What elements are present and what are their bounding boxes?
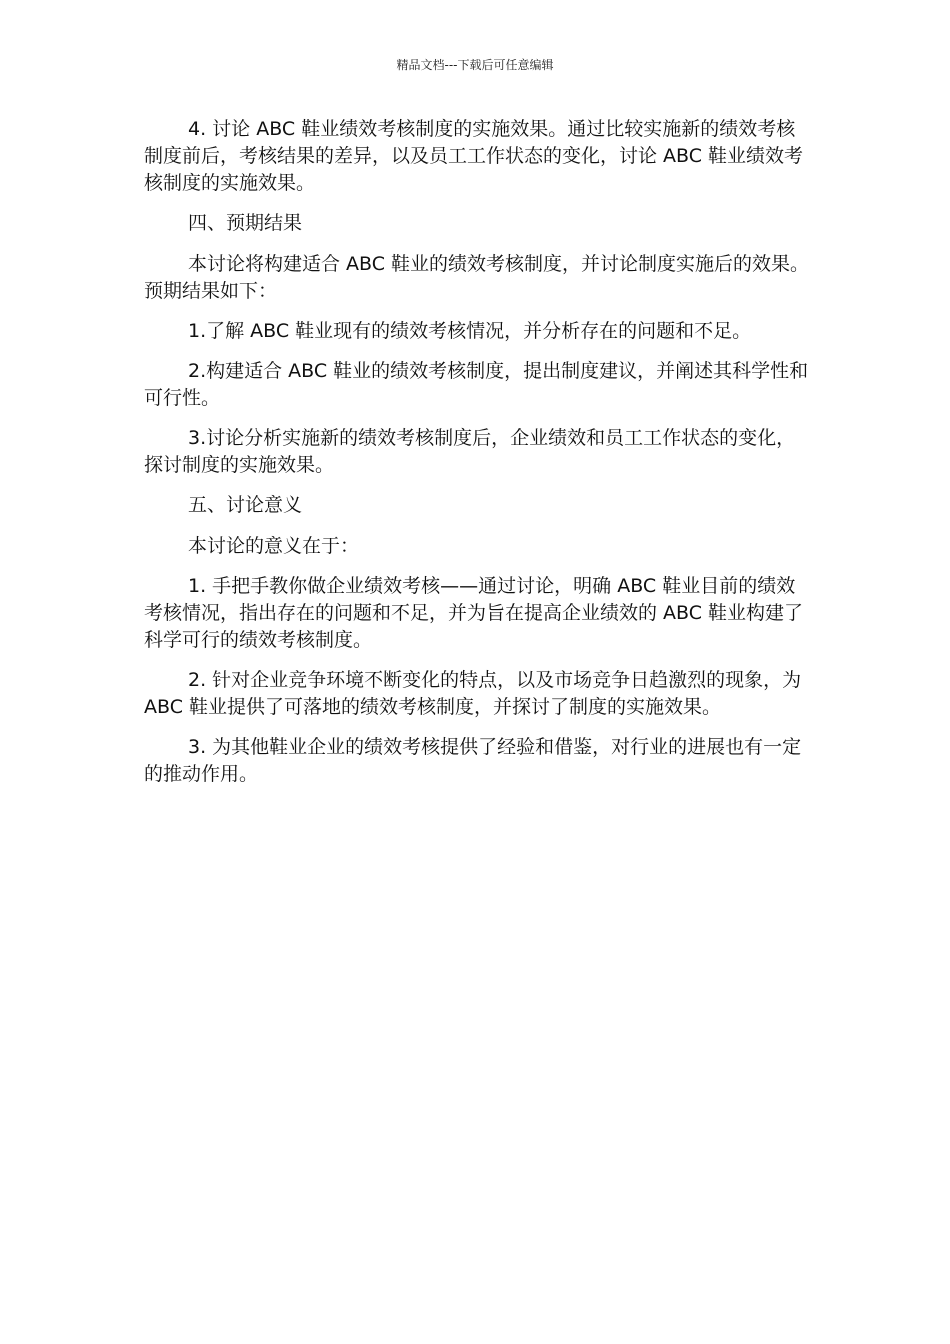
paragraph-significance-3: 3. 为其他鞋业企业的绩效考核提供了经验和借鉴，对行业的进展也有一定的推动作用。 [144,736,802,785]
paragraph-expected-1: 1.了解 ABC 鞋业现有的绩效考核情况，并分析存在的问题和不足。 [188,320,752,342]
document-body [144,116,810,801]
section-heading-significance: 五、讨论意义 [188,494,303,516]
paragraph-item-4-effect: 4. 讨论 ABC 鞋业绩效考核制度的实施效果。通过比较实施新的绩效考核制度前后，考核结果的差异，以及员工工作状态的变化，讨论 ABC 鞋业绩效考核制度的实施效果。 [144,118,804,194]
paragraph-significance-2: 2. 针对企业竞争环境不断变化的特点，以及市场竞争日趋激烈的现象，为 ABC 鞋业提供了可落地的绩效考核制度，并探讨了制度的实施效果。 [144,669,802,718]
section-heading-expected-results: 四、预期结果 [188,212,303,234]
paragraph-expected-intro: 本讨论将构建适合 ABC 鞋业的绩效考核制度，并讨论制度实施后的效果。预期结果如下： [144,253,810,302]
paragraph-significance-intro: 本讨论的意义在于： [188,535,360,557]
page-header: 精品文档---下载后可任意编辑 [396,58,554,72]
paragraph-expected-3: 3.讨论分析实施新的绩效考核制度后，企业绩效和员工工作状态的变化，探讨制度的实施效果。 [144,427,796,476]
paragraph-expected-2: 2.构建适合 ABC 鞋业的绩效考核制度，提出制度建议，并阐述其科学性和可行性。 [144,360,809,409]
paragraph-significance-1: 1. 手把手教你做企业绩效考核——通过讨论，明确 ABC 鞋业目前的绩效考核情况，指出存在的问题和不足，并为旨在提高企业绩效的 ABC 鞋业构建了科学可行的绩效考核制度。 [144,575,804,651]
